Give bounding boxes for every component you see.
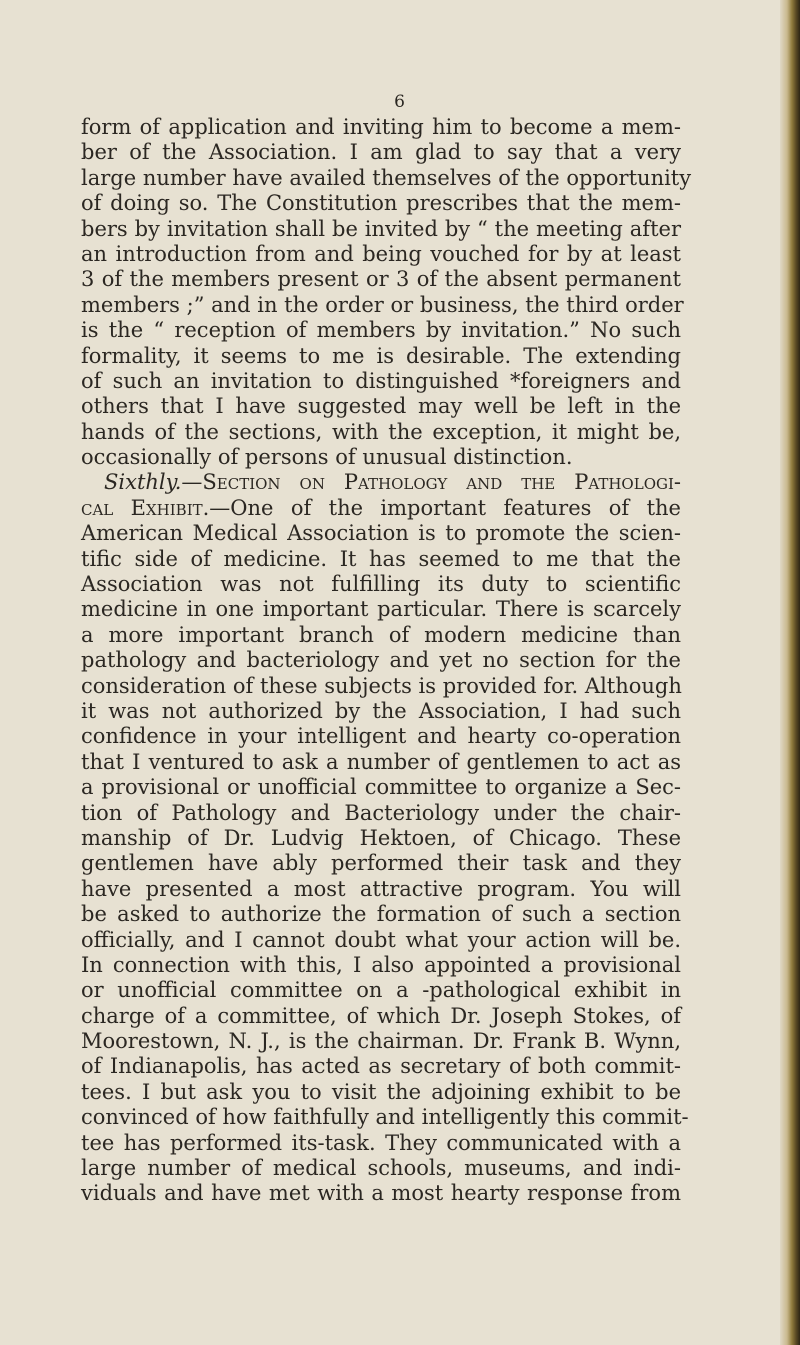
text-line: charge of a committee, of which Dr. Joseph Stokes, of <box>81 1003 681 1028</box>
text-line: gentlemen have ably performed their task and they <box>81 851 681 876</box>
section-title-cont: cal Exhibit. <box>81 495 210 520</box>
book-spine-edge <box>780 0 800 1345</box>
text-line: of doing so. The Constitution prescribes that the mem- <box>81 191 681 216</box>
text-line: that I ventured to ask a number of gentlemen to act as <box>81 749 681 774</box>
text-line: it was not authorized by the Association, I had such <box>81 698 681 723</box>
text-line: Association was not fulfilling its duty to scientific <box>81 572 681 597</box>
text-line: Moorestown, N. J., is the chairman. Dr. Frank B. Wynn, <box>81 1029 681 1054</box>
text-line: large number have availed themselves of the opportunity <box>81 165 692 190</box>
text-line: occasionally of persons of unusual distinction. <box>81 445 573 470</box>
section-heading-line <box>81 470 681 495</box>
text-line: ber of the Association. I am glad to say that a very <box>81 140 681 165</box>
body-text <box>81 115 692 1207</box>
text-line: 3 of the members present or 3 of the absent permanent <box>81 267 681 292</box>
text-line: consideration of these subjects is provided for. Although <box>81 673 682 698</box>
text-run: —One of the important features of the <box>209 495 681 520</box>
text-line: medicine in one important particular. There is scarcely <box>81 597 681 622</box>
text-line: hands of the sections, with the exception, it might be, <box>81 419 681 444</box>
text-line: tific side of medicine. It has seemed to me that the <box>81 546 681 571</box>
text-line: others that I have suggested may well be left in the <box>81 394 681 419</box>
section-heading-line-2 <box>81 496 681 521</box>
text-line: of such an invitation to distinguished *foreigners and <box>81 368 681 393</box>
text-line: manship of Dr. Ludvig Hektoen, of Chicago. These <box>81 825 681 850</box>
text-line: In connection with this, I also appointed a provisional <box>81 952 681 977</box>
text-line: form of application and inviting him to become a mem- <box>81 115 681 139</box>
text-line: an introduction from and being vouched for by at least <box>81 241 681 266</box>
text-line: members ;” and in the order or business, the third order <box>81 292 684 317</box>
text-line: viduals and have met with a most hearty response from <box>81 1181 681 1206</box>
text-line: formality, it seems to me is desirable. The extending <box>81 343 681 368</box>
text-line: be asked to authorize the formation of such a section <box>81 902 681 927</box>
text-line: a more important branch of modern medicine than <box>81 622 681 647</box>
section-ordinal: Sixthly. <box>104 470 182 495</box>
text-line: officially, and I cannot doubt what your action will be. <box>81 927 681 952</box>
text-line: convinced of how faithfully and intelligently this commit- <box>81 1105 689 1130</box>
text-line: is the “ reception of members by invitation.” No such <box>81 318 681 343</box>
text-line: tee has performed its-task. They communicated with a <box>81 1130 681 1155</box>
text-line: tion of Pathology and Bacteriology under the chair- <box>81 800 681 825</box>
text-line: have presented a most attractive program. You will <box>81 876 681 901</box>
text-line: large number of medical schools, museums, and indi- <box>81 1156 681 1181</box>
text-line: bers by invitation shall be invited by “ the meeting after <box>81 216 681 241</box>
text-line: a provisional or unofficial committee to organize a Sec- <box>81 775 681 800</box>
text-line: American Medical Association is to promote the scien- <box>81 521 681 546</box>
text-line: confidence in your intelligent and hearty co-operation <box>81 724 681 749</box>
text-line: or unofficial committee on a -pathological exhibit in <box>81 978 681 1003</box>
em-dash: — <box>181 470 203 495</box>
page-number: 6 <box>394 92 406 112</box>
section-title: Section on Pathology and the Pathologi- <box>202 470 681 495</box>
text-line: tees. I but ask you to visit the adjoining exhibit to be <box>81 1079 681 1104</box>
text-line: pathology and bacteriology and yet no section for the <box>81 648 681 673</box>
text-line: of Indianapolis, has acted as secretary of both commit- <box>81 1054 681 1079</box>
